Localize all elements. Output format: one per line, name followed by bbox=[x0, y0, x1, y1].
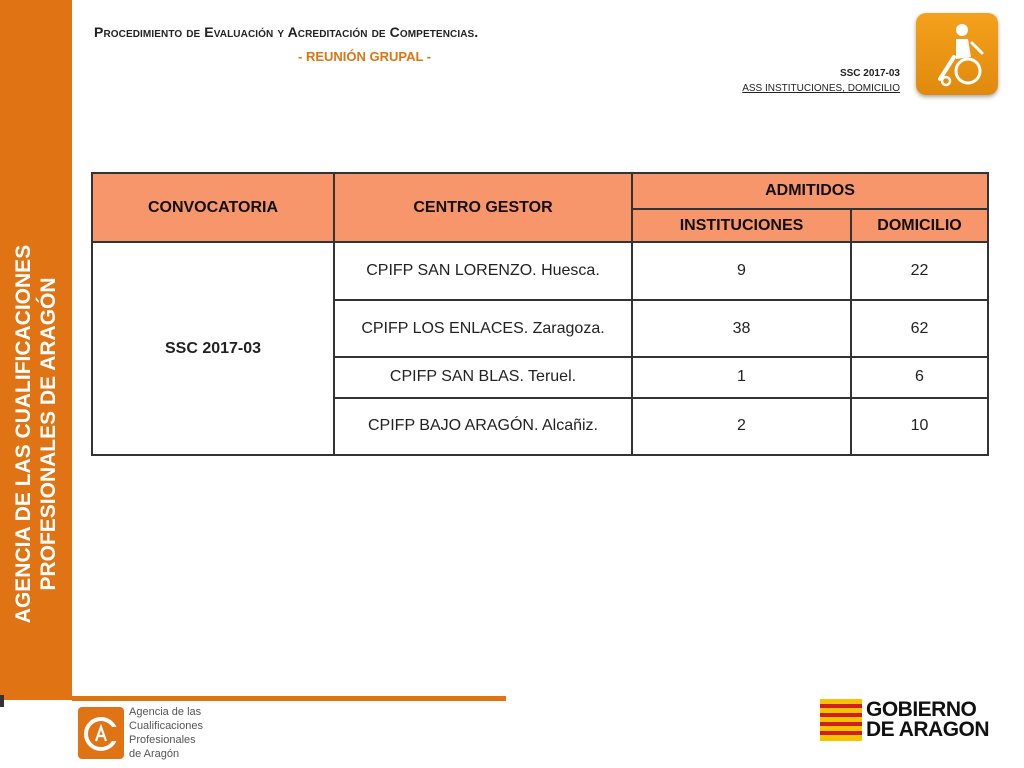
agency-line: Profesionales bbox=[129, 734, 196, 746]
header-convocatoria: CONVOCATORIA bbox=[92, 173, 334, 242]
agency-logo-icon bbox=[78, 707, 124, 759]
agency-line: de Aragón bbox=[129, 748, 180, 760]
wheelchair-care-icon bbox=[916, 13, 998, 95]
header-centro-gestor: CENTRO GESTOR bbox=[334, 173, 632, 242]
agency-footer-name bbox=[129, 705, 203, 761]
footer-divider bbox=[72, 696, 506, 701]
admitidos-table bbox=[91, 172, 989, 456]
aragon-flag-icon bbox=[820, 699, 862, 741]
agency-title-line1: AGENCIA DE LAS CUALIFICACIONES bbox=[12, 244, 35, 624]
table-row bbox=[92, 242, 988, 299]
header-instituciones: INSTITUCIONES bbox=[632, 209, 851, 242]
agency-vertical-title bbox=[11, 245, 61, 623]
agency-title-line2: PROFESIONALES DE ARAGÓN bbox=[37, 277, 60, 591]
instituciones-cell: 1 bbox=[632, 357, 851, 397]
instituciones-cell: 2 bbox=[632, 398, 851, 455]
government-line: DE ARAGON bbox=[866, 718, 990, 741]
page-title: Procedimiento de Evaluación y Acreditación de Competencias. bbox=[94, 24, 479, 40]
instituciones-cell: 38 bbox=[632, 300, 851, 357]
centro-cell: CPIFP LOS ENLACES. Zaragoza. bbox=[334, 300, 632, 357]
centro-cell: CPIFP BAJO ARAGÓN. Alcañiz. bbox=[334, 398, 632, 455]
agency-line: Agencia de las bbox=[129, 706, 202, 718]
convocatoria-cell: SSC 2017-03 bbox=[92, 242, 334, 455]
domicilio-cell: 10 bbox=[851, 398, 988, 455]
domicilio-cell: 6 bbox=[851, 357, 988, 397]
reference-code: SSC 2017-03 bbox=[839, 68, 900, 79]
header-domicilio: DOMICILIO bbox=[851, 209, 988, 242]
header-admitidos: ADMITIDOS bbox=[632, 173, 988, 209]
instituciones-cell: 9 bbox=[632, 242, 851, 299]
sidebar-tick bbox=[0, 695, 4, 707]
sidebar-band bbox=[0, 0, 72, 700]
centro-cell: CPIFP SAN LORENZO. Huesca. bbox=[334, 242, 632, 299]
government-line: GOBIERNO bbox=[866, 698, 977, 721]
centro-cell: CPIFP SAN BLAS. Teruel. bbox=[334, 357, 632, 397]
domicilio-cell: 62 bbox=[851, 300, 988, 357]
government-name bbox=[866, 700, 989, 740]
agency-line: Cualificaciones bbox=[129, 720, 203, 732]
domicilio-cell: 22 bbox=[851, 242, 988, 299]
page-subtitle: - REUNIÓN GRUPAL - bbox=[298, 49, 432, 64]
reference-link[interactable]: ASS INSTITUCIONES, DOMICILIO bbox=[742, 83, 900, 94]
